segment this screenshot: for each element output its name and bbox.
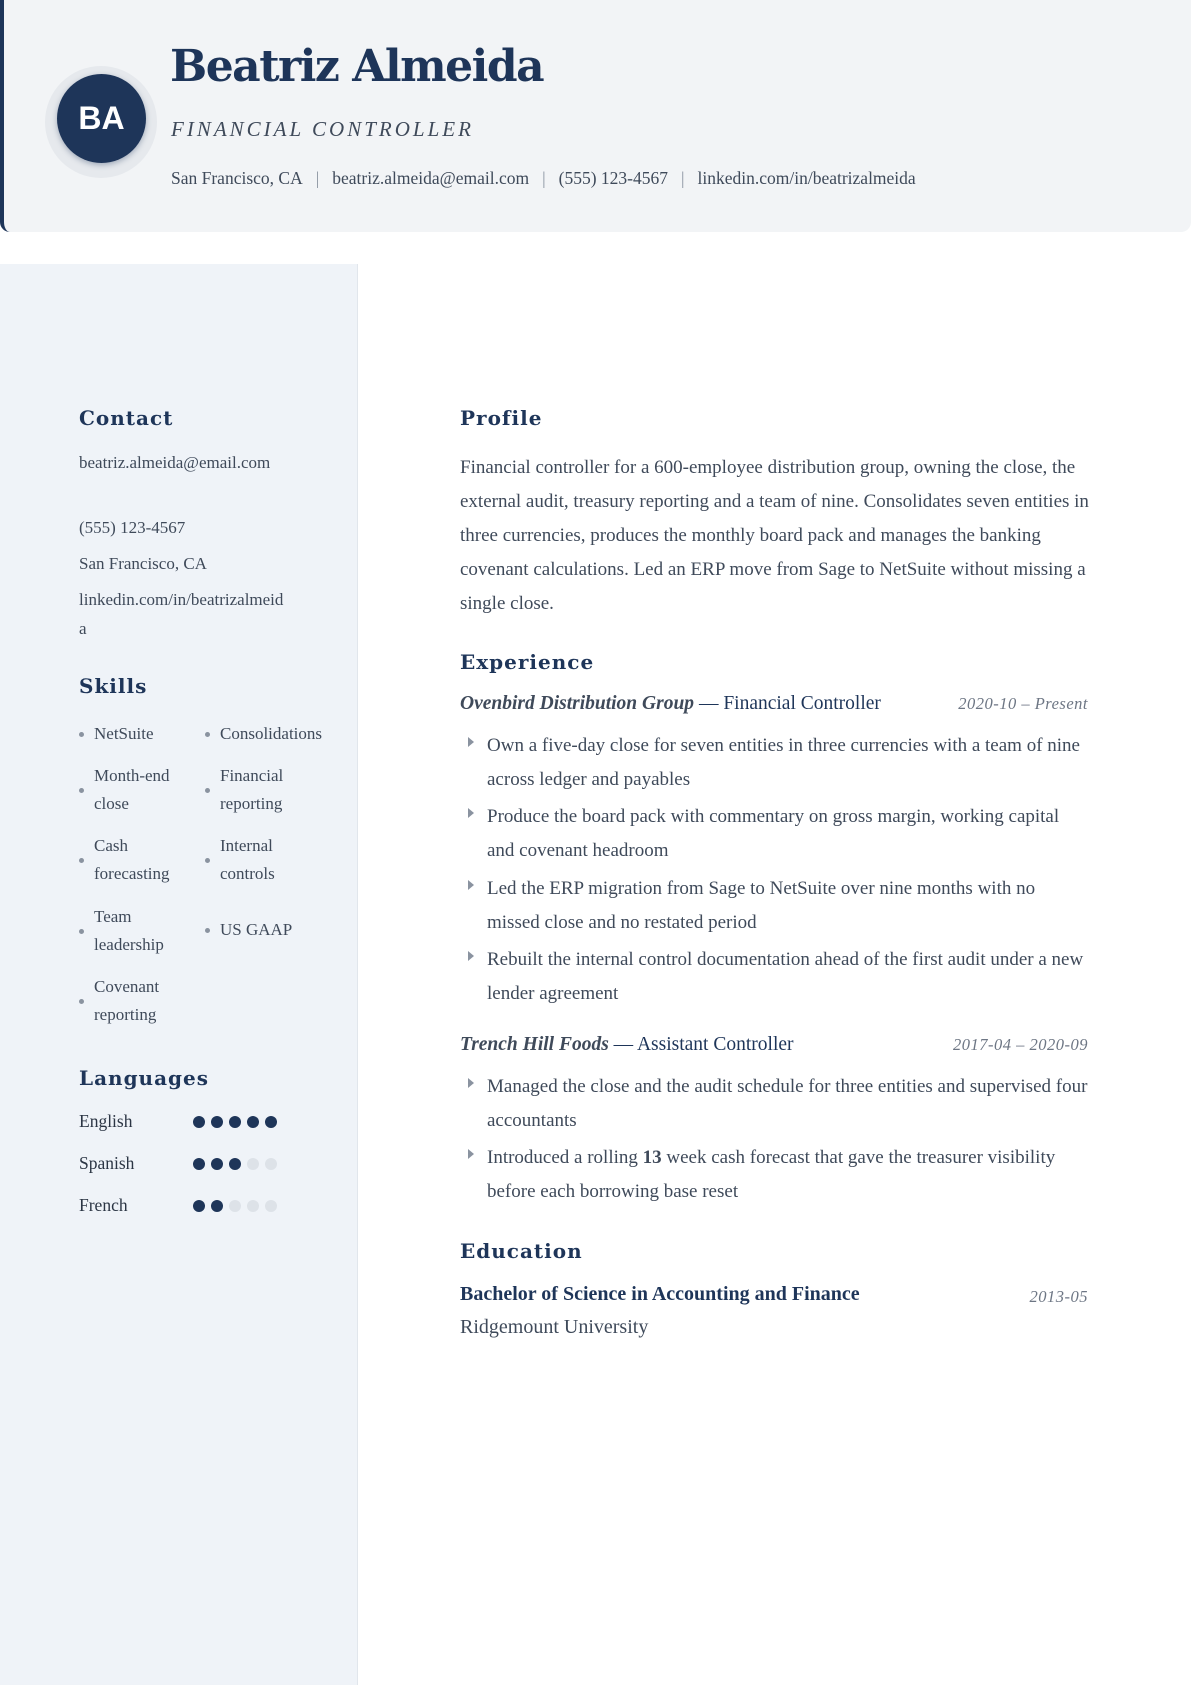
sidebar-phone[interactable]: (555) 123-4567 bbox=[79, 518, 186, 537]
level-dot-filled bbox=[211, 1158, 223, 1170]
bullet-dot bbox=[205, 732, 210, 737]
bullet-triangle-icon bbox=[466, 800, 487, 834]
skill-item: US GAAP bbox=[205, 916, 325, 944]
skill-item: Covenant reporting bbox=[79, 973, 179, 1029]
job-header bbox=[460, 1034, 1088, 1056]
bullet-triangle-icon bbox=[466, 729, 487, 763]
bullet-dot bbox=[79, 788, 84, 793]
bullet-triangle-icon bbox=[466, 1070, 487, 1104]
company-name: Trench Hill Foods bbox=[460, 1034, 609, 1055]
bullet-triangle-icon bbox=[466, 943, 487, 977]
education-school: Ridgemount University bbox=[460, 1316, 649, 1338]
profile-summary: Financial controller for a 600-employee distribution group, owning the close, the external audit, treasury reporting and a team of nine. Consolidates seven entities in three currencies, produces the monthly board pack and manages the banking covenant calculations. Led an ERP move from Sage to NetSuite without missing a single close. bbox=[460, 457, 1089, 614]
skill-item: Cash forecasting bbox=[79, 832, 179, 888]
sidebar-location: San Francisco, CA bbox=[79, 554, 207, 573]
level-dot-filled bbox=[211, 1200, 223, 1212]
bullet-triangle-icon bbox=[466, 872, 487, 906]
level-dot-empty bbox=[229, 1200, 241, 1212]
candidate-name: Beatriz Almeida bbox=[170, 41, 544, 92]
header-contact-line bbox=[171, 168, 916, 189]
skill-item: Financial reporting bbox=[205, 762, 315, 818]
education-degree: Bachelor of Science in Accounting and Finance bbox=[460, 1283, 860, 1305]
level-dot-filled bbox=[229, 1116, 241, 1128]
job-role: — Assistant Controller bbox=[613, 1034, 794, 1055]
header-location: San Francisco, CA bbox=[171, 168, 303, 188]
bullet-dot bbox=[79, 929, 84, 934]
level-dot-filled bbox=[193, 1200, 205, 1212]
skill-item: Consolidations bbox=[205, 720, 355, 748]
skill-item: Month-end close bbox=[79, 762, 179, 818]
bullet-dot bbox=[205, 928, 210, 933]
level-dot-empty bbox=[247, 1200, 259, 1212]
skills-heading: Skills bbox=[79, 674, 148, 698]
language-level bbox=[193, 1116, 277, 1128]
separator: | bbox=[542, 168, 546, 188]
separator: | bbox=[680, 168, 685, 188]
bullet-dot bbox=[205, 858, 210, 863]
experience-heading: Experience bbox=[460, 650, 595, 674]
language-name: English bbox=[79, 1111, 133, 1131]
sidebar-email[interactable]: beatriz.almeida@email.com bbox=[79, 453, 271, 472]
level-dot-filled bbox=[193, 1158, 205, 1170]
bullet-dot bbox=[79, 732, 84, 737]
level-dot-empty bbox=[265, 1158, 277, 1170]
job-header bbox=[460, 693, 1088, 715]
bullet-dot bbox=[205, 788, 210, 793]
job-bullet: Rebuilt the internal control documentation ahead of the first audit under a new lender agreement bbox=[466, 943, 1091, 1011]
language-level bbox=[193, 1158, 277, 1170]
emphasis-number: 13 bbox=[642, 1147, 662, 1168]
job-dates: 2020-10 – Present bbox=[958, 694, 1088, 713]
job-role: — Financial Controller bbox=[698, 693, 881, 714]
language-level bbox=[193, 1200, 277, 1212]
header-linkedin[interactable]: linkedin.com/in/beatrizalmeida bbox=[697, 168, 916, 188]
level-dot-empty bbox=[247, 1158, 259, 1170]
job-dates: 2017-04 – 2020-09 bbox=[953, 1035, 1088, 1054]
skill-item: Internal controls bbox=[205, 832, 305, 888]
bullet-triangle-icon bbox=[466, 1141, 487, 1175]
header-phone[interactable]: (555) 123-4567 bbox=[558, 168, 668, 188]
level-dot-filled bbox=[247, 1116, 259, 1128]
job-bullet: Produce the board pack with commentary on gross margin, working capital and covenant headroom bbox=[466, 800, 1091, 868]
sidebar bbox=[0, 264, 358, 1685]
profile-heading: Profile bbox=[460, 406, 543, 430]
header-email[interactable]: beatriz.almeida@email.com bbox=[332, 168, 530, 188]
job-bullet: Led the ERP migration from Sage to NetSuite over nine months with no missed close and no restated period bbox=[466, 872, 1091, 940]
level-dot-filled bbox=[211, 1116, 223, 1128]
level-dot-filled bbox=[265, 1116, 277, 1128]
language-name: Spanish bbox=[79, 1153, 135, 1173]
contact-heading: Contact bbox=[79, 406, 174, 430]
education-heading: Education bbox=[460, 1239, 583, 1263]
job-bullet: Introduced a rolling 13 week cash forecast that gave the treasurer visibility before each borrowing base reset bbox=[466, 1141, 1091, 1209]
skill-item: Team leadership bbox=[79, 903, 179, 959]
job-bullet: Own a five-day close for seven entities in three currencies with a team of nine across ledger and payables bbox=[466, 729, 1091, 797]
languages-heading: Languages bbox=[79, 1066, 210, 1090]
level-dot-filled bbox=[229, 1158, 241, 1170]
header bbox=[0, 0, 1191, 232]
job-bullet: Managed the close and the audit schedule for three entities and supervised four accountants bbox=[466, 1070, 1091, 1138]
company-name: Ovenbird Distribution Group bbox=[460, 693, 695, 714]
bullet-dot bbox=[79, 858, 84, 863]
language-name: French bbox=[79, 1195, 128, 1215]
sidebar-linkedin[interactable]: linkedin.com/in/beatrizalmeida bbox=[79, 590, 284, 638]
level-dot-empty bbox=[265, 1200, 277, 1212]
bullet-dot bbox=[79, 999, 84, 1004]
job-title: FINANCIAL CONTROLLER bbox=[171, 117, 474, 141]
separator: | bbox=[315, 168, 320, 188]
education-date: 2013-05 bbox=[1029, 1287, 1088, 1306]
avatar: BA bbox=[57, 74, 146, 163]
skill-item: NetSuite bbox=[79, 720, 199, 748]
level-dot-filled bbox=[193, 1116, 205, 1128]
